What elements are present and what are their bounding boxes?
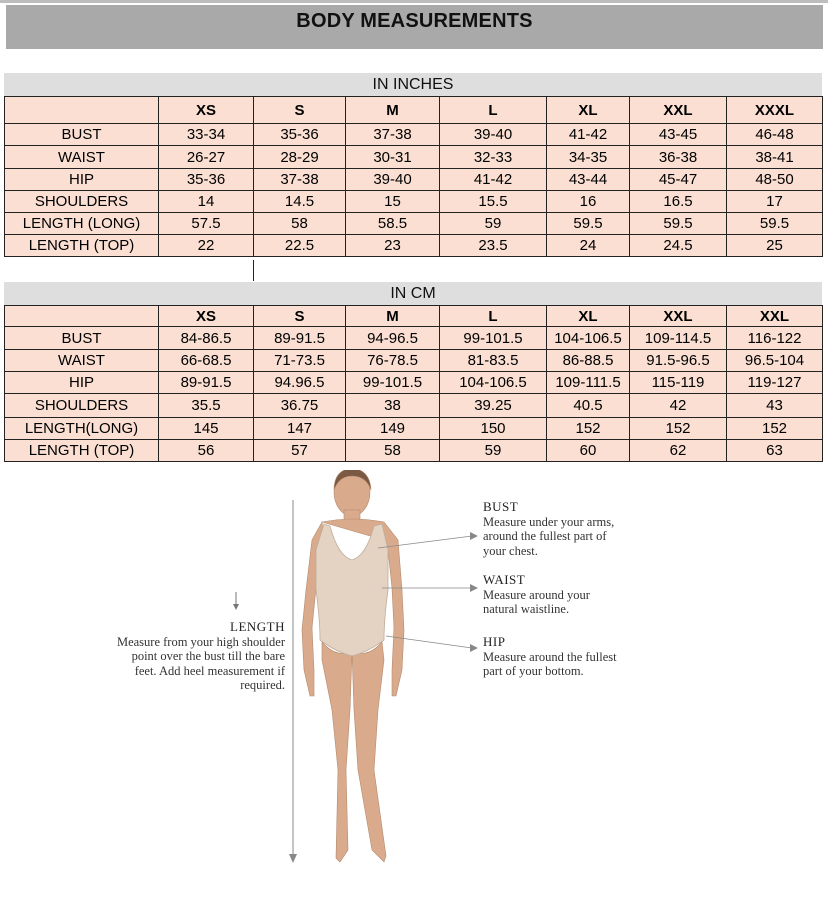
table-row: [5, 124, 823, 146]
length-guide-line: Measure from your high shoulder: [116, 634, 285, 649]
table-cell: 86-88.5: [547, 350, 630, 372]
cm-table: [4, 305, 823, 462]
table-cell: 116-122: [727, 327, 823, 350]
hip-guide-line: Measure around the fullest: [483, 649, 617, 664]
table-cell: 99-101.5: [440, 327, 547, 350]
size-header: XXL: [727, 306, 823, 327]
bust-guide-line: your chest.: [483, 543, 538, 558]
size-header: [5, 97, 159, 124]
length-guide-line: point over the bust till the bare: [131, 649, 285, 663]
table-cell: 35-36: [159, 169, 254, 191]
table-cell: 62: [630, 440, 727, 462]
row-label: LENGTH (TOP): [5, 235, 159, 257]
table-cell: 94.96.5: [254, 372, 346, 394]
table-cell: 24: [547, 235, 630, 257]
table-cell: 23: [346, 235, 440, 257]
row-label: SHOULDERS: [5, 191, 159, 213]
table-row: [5, 169, 823, 191]
inches-table: [4, 96, 823, 257]
table-cell: 30-31: [346, 146, 440, 169]
row-label: BUST: [5, 124, 159, 146]
table-row: [5, 191, 823, 213]
size-header: M: [346, 97, 440, 124]
table-row: [5, 418, 823, 440]
table-cell: 149: [346, 418, 440, 440]
row-label: BUST: [5, 327, 159, 350]
size-header: L: [440, 306, 547, 327]
table-cell: 60: [547, 440, 630, 462]
table-cell: 39-40: [346, 169, 440, 191]
size-header: XS: [159, 97, 254, 124]
table-cell: 25: [727, 235, 823, 257]
table-cell: 59.5: [727, 213, 823, 235]
waist-guide-line: natural waistline.: [483, 602, 570, 616]
table-cell: 57: [254, 440, 346, 462]
table-cell: 43-44: [547, 169, 630, 191]
table-cell: 15: [346, 191, 440, 213]
table-cell: 23.5: [440, 235, 547, 257]
length-guide-title: LENGTH: [230, 619, 285, 634]
table-cell: 38-41: [727, 146, 823, 169]
table-cell: 76-78.5: [346, 350, 440, 372]
table-row: [5, 440, 823, 462]
table-cell: 28-29: [254, 146, 346, 169]
size-header: S: [254, 97, 346, 124]
table-cell: 96.5-104: [727, 350, 823, 372]
table-cell: 32-33: [440, 146, 547, 169]
length-guide-line: feet. Add heel measurement if: [134, 663, 285, 678]
table-cell: 66-68.5: [159, 350, 254, 372]
bust-guide-title: BUST: [483, 499, 519, 514]
table-row: [5, 327, 823, 350]
size-header: XS: [159, 306, 254, 327]
table-cell: 81-83.5: [440, 350, 547, 372]
table-cell: 104-106.5: [440, 372, 547, 394]
table-cell: 89-91.5: [254, 327, 346, 350]
row-label: HIP: [5, 372, 159, 394]
size-header: L: [440, 97, 547, 124]
table-row: [5, 350, 823, 372]
table-cell: 104-106.5: [547, 327, 630, 350]
table-cell: 59: [440, 440, 547, 462]
table-row: [5, 213, 823, 235]
table-cell: 43: [727, 394, 823, 418]
table-cell: 109-111.5: [547, 372, 630, 394]
top-rule: [0, 0, 828, 3]
table-cell: 35-36: [254, 124, 346, 146]
header-row: [5, 97, 823, 124]
row-label: LENGTH (LONG): [5, 213, 159, 235]
table-cell: 34-35: [547, 146, 630, 169]
table-cell: 152: [727, 418, 823, 440]
table-cell: 33-34: [159, 124, 254, 146]
table-cell: 41-42: [440, 169, 547, 191]
table-row: [5, 372, 823, 394]
table-cell: 58: [254, 213, 346, 235]
table-cell: 37-38: [346, 124, 440, 146]
table-cell: 59.5: [547, 213, 630, 235]
size-header: XL: [547, 97, 630, 124]
bust-guide: [483, 500, 683, 558]
table-cell: 57.5: [159, 213, 254, 235]
size-header: XXL: [630, 97, 727, 124]
measurement-guide: [0, 470, 828, 912]
table-cell: 22.5: [254, 235, 346, 257]
waist-guide-line: Measure around your: [483, 587, 590, 602]
table-cell: 152: [547, 418, 630, 440]
size-header: XXL: [630, 306, 727, 327]
hip-guide-line: part of your bottom.: [483, 664, 584, 678]
model-figure: [302, 470, 404, 862]
table-cell: 36.75: [254, 394, 346, 418]
table-cell: 58.5: [346, 213, 440, 235]
page-title: BODY MEASUREMENTS: [296, 10, 533, 32]
row-label: LENGTH(LONG): [5, 418, 159, 440]
length-guide: [60, 620, 285, 693]
table-cell: 16.5: [630, 191, 727, 213]
size-header: S: [254, 306, 346, 327]
table-cell: 38: [346, 394, 440, 418]
bust-guide-line: around the fullest part of: [483, 529, 607, 543]
table-row: [5, 146, 823, 169]
inches-caption: IN INCHES: [4, 73, 822, 97]
table-cell: 40.5: [547, 394, 630, 418]
size-header: XXXL: [727, 97, 823, 124]
table-cell: 115-119: [630, 372, 727, 394]
table-cell: 91.5-96.5: [630, 350, 727, 372]
header-row: [5, 306, 823, 327]
size-header: [5, 306, 159, 327]
row-label: WAIST: [5, 146, 159, 169]
table-cell: 15.5: [440, 191, 547, 213]
row-label: LENGTH (TOP): [5, 440, 159, 462]
table-cell: 63: [727, 440, 823, 462]
table-divider: [253, 260, 254, 281]
table-cell: 145: [159, 418, 254, 440]
table-cell: 41-42: [547, 124, 630, 146]
row-label: WAIST: [5, 350, 159, 372]
table-cell: 17: [727, 191, 823, 213]
cm-caption: IN CM: [4, 282, 822, 306]
hip-guide: [483, 635, 683, 679]
table-cell: 89-91.5: [159, 372, 254, 394]
table-cell: 14: [159, 191, 254, 213]
table-cell: 99-101.5: [346, 372, 440, 394]
table-cell: 46-48: [727, 124, 823, 146]
bust-guide-line: Measure under your arms,: [483, 514, 615, 529]
table-cell: 14.5: [254, 191, 346, 213]
size-header: M: [346, 306, 440, 327]
table-cell: 48-50: [727, 169, 823, 191]
table-cell: 59.5: [630, 213, 727, 235]
table-cell: 16: [547, 191, 630, 213]
table-row: [5, 394, 823, 418]
table-cell: 152: [630, 418, 727, 440]
title-bar: [6, 5, 823, 49]
table-row: [5, 235, 823, 257]
table-cell: 26-27: [159, 146, 254, 169]
size-header: XL: [547, 306, 630, 327]
table-cell: 43-45: [630, 124, 727, 146]
waist-guide: [483, 573, 683, 617]
waist-guide-title: WAIST: [483, 572, 526, 587]
bodysuit-shape: [316, 524, 388, 656]
table-cell: 39.25: [440, 394, 547, 418]
table-cell: 119-127: [727, 372, 823, 394]
table-cell: 59: [440, 213, 547, 235]
table-cell: 36-38: [630, 146, 727, 169]
table-cell: 147: [254, 418, 346, 440]
length-arrow-icon: [289, 854, 297, 863]
table-cell: 22: [159, 235, 254, 257]
table-cell: 37-38: [254, 169, 346, 191]
table-cell: 35.5: [159, 394, 254, 418]
row-label: HIP: [5, 169, 159, 191]
table-cell: 109-114.5: [630, 327, 727, 350]
table-cell: 58: [346, 440, 440, 462]
hip-guide-title: HIP: [483, 634, 506, 649]
table-cell: 84-86.5: [159, 327, 254, 350]
row-label: SHOULDERS: [5, 394, 159, 418]
table-cell: 94-96.5: [346, 327, 440, 350]
table-cell: 56: [159, 440, 254, 462]
table-cell: 45-47: [630, 169, 727, 191]
length-guide-line: required.: [240, 678, 285, 692]
table-cell: 71-73.5: [254, 350, 346, 372]
table-cell: 39-40: [440, 124, 547, 146]
table-cell: 24.5: [630, 235, 727, 257]
table-cell: 42: [630, 394, 727, 418]
table-cell: 150: [440, 418, 547, 440]
